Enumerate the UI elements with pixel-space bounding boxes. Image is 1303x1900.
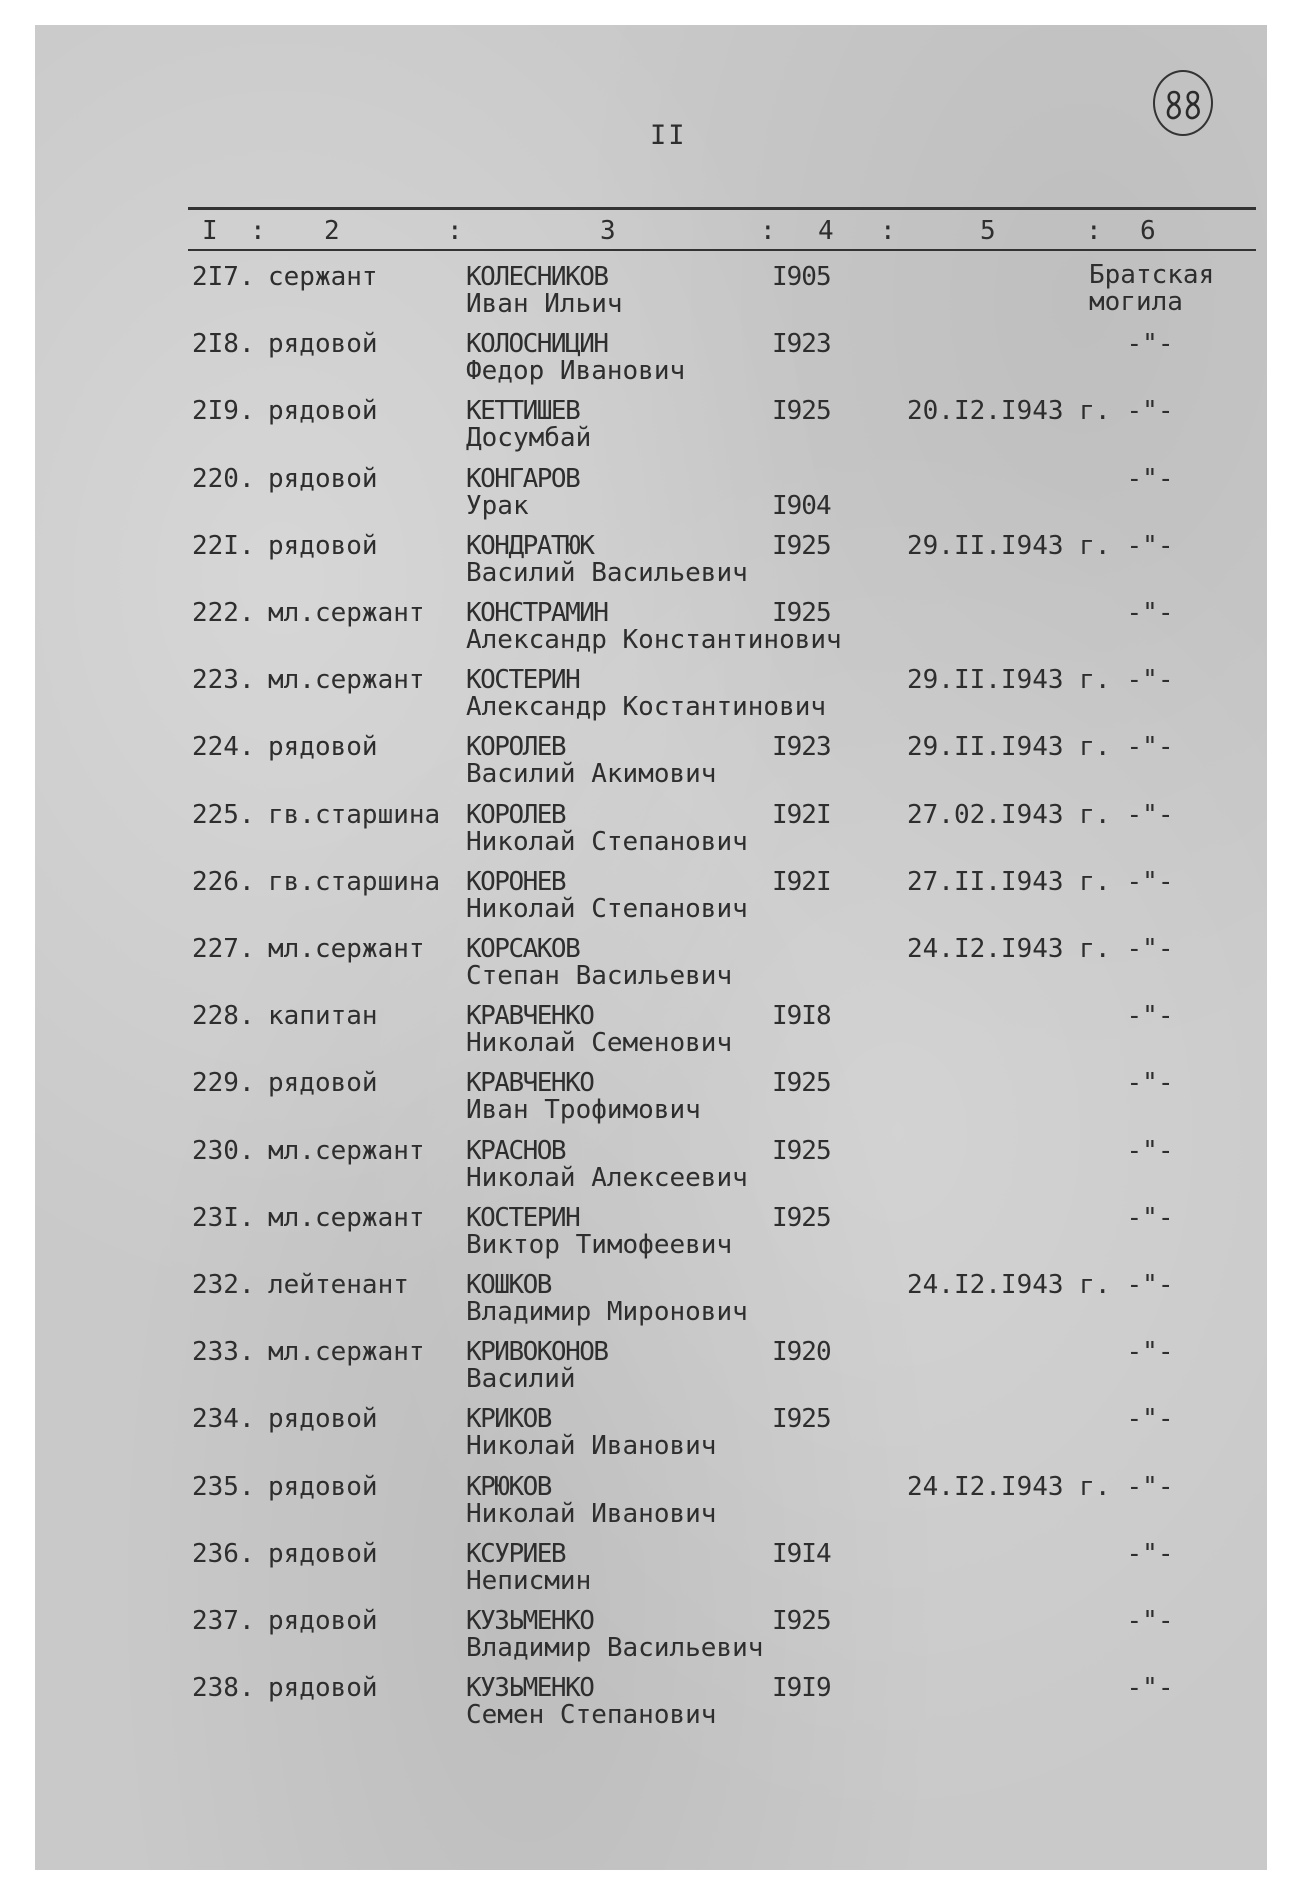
record-number: 220. (192, 463, 255, 494)
record-row (0, 1136, 1303, 1192)
record-burial-note: -"- (1126, 329, 1174, 360)
record-number: 227. (192, 934, 255, 964)
record-burial-note: -"- (1126, 934, 1174, 964)
record-birth-year: I92I (772, 866, 831, 897)
record-row (0, 464, 1303, 520)
record-row (0, 1337, 1303, 1393)
record-number: 23I. (192, 1202, 255, 1233)
record-given-names: Василий Васильевич (466, 557, 748, 588)
record-row (0, 262, 1303, 318)
record-surname: КОНДРАТЮК (466, 530, 594, 561)
record-given-names: Василий (466, 1364, 576, 1395)
record-birth-year: I925 (772, 1068, 831, 1099)
record-surname: КОРСАКОВ (466, 934, 580, 964)
record-row (0, 867, 1303, 923)
record-surname: КОЛОСНИЦИН (466, 329, 608, 360)
column-separator: : (1086, 216, 1102, 246)
record-surname: КРИКОВ (466, 1404, 551, 1435)
record-rank: рядовой (268, 1068, 378, 1099)
record-birth-year: I9I9 (772, 1673, 831, 1704)
record-burial-note: Братская могила (1089, 260, 1215, 317)
record-birth-year: I9I4 (772, 1538, 831, 1569)
record-number: 2I7. (192, 262, 255, 292)
record-birth-year: I923 (772, 732, 831, 763)
record-row (0, 1001, 1303, 1057)
record-surname: КРАВЧЕНКО (466, 1001, 594, 1032)
record-rank: рядовой (268, 1538, 378, 1569)
record-row (0, 934, 1303, 990)
record-given-names: Николай Семенович (466, 1028, 733, 1059)
record-birth-year: I925 (772, 530, 831, 561)
record-burial-note: -"- (1126, 1337, 1174, 1368)
record-death-date: 24.I2.I943 г. (907, 934, 1111, 964)
record-number: 225. (192, 799, 255, 830)
record-rank: мл.сержант (268, 1135, 425, 1166)
record-given-names: Владимир Миронович (466, 1297, 748, 1327)
record-surname: КРАСНОВ (466, 1135, 566, 1166)
record-burial-note: -"- (1126, 1001, 1174, 1032)
record-given-names: Урак (466, 490, 529, 521)
record-surname: КОНСТРАМИН (466, 598, 608, 628)
record-surname: КОРОЛЕВ (466, 799, 566, 830)
record-given-names: Николай Степанович (466, 826, 748, 857)
record-death-date: 20.I2.I943 г. (907, 396, 1111, 427)
record-row (0, 665, 1303, 721)
record-birth-year: I925 (772, 598, 831, 628)
record-given-names: Николай Алексеевич (466, 1162, 748, 1193)
column-number: 3 (600, 216, 616, 246)
record-rank: рядовой (268, 1471, 378, 1502)
record-birth-year: I923 (772, 329, 831, 360)
record-burial-note: -"- (1126, 732, 1174, 763)
table-header-rule (188, 249, 1256, 251)
record-given-names: Владимир Васильевич (466, 1633, 764, 1663)
record-death-date: 29.II.I943 г. (907, 732, 1111, 763)
record-given-names: Неписмин (466, 1565, 592, 1596)
record-row (0, 1203, 1303, 1259)
record-death-date: 27.02.I943 г. (907, 799, 1111, 830)
record-birth-year: I920 (772, 1337, 831, 1368)
record-birth-year: I925 (772, 1135, 831, 1166)
record-row (0, 329, 1303, 385)
record-birth-year: I905 (772, 262, 831, 292)
record-number: 236. (192, 1538, 255, 1569)
record-given-names: Василий Акимович (466, 759, 717, 790)
record-given-names: Досумбай (466, 423, 592, 454)
record-burial-note: -"- (1126, 866, 1174, 897)
table-top-rule (188, 207, 1256, 210)
record-rank: мл.сержант (268, 598, 425, 628)
record-birth-year: I925 (772, 396, 831, 427)
record-surname: КСУРИЕВ (466, 1538, 566, 1569)
record-birth-year: I925 (772, 1606, 831, 1636)
record-number: 222. (192, 598, 255, 628)
record-surname: КЕТТИШЕВ (466, 396, 580, 427)
page-number: II (650, 120, 687, 151)
stamp-number-handwritten (1163, 86, 1207, 126)
record-number: 22I. (192, 530, 255, 561)
record-rank: рядовой (268, 329, 378, 360)
record-surname: КУЗЬМЕНКО (466, 1606, 594, 1636)
record-number: 230. (192, 1135, 255, 1166)
record-surname: КОШКОВ (466, 1270, 551, 1300)
record-number: 228. (192, 1001, 255, 1032)
record-given-names: Николай Степанович (466, 893, 748, 924)
record-surname: КОЛЕСНИКОВ (466, 262, 608, 292)
record-birth-year: I92I (772, 799, 831, 830)
column-number: 2 (324, 216, 340, 246)
column-separator: : (880, 216, 896, 246)
column-number: 5 (980, 216, 996, 246)
column-number: 4 (818, 216, 834, 246)
column-separator: : (447, 216, 463, 246)
record-surname: КОСТЕРИН (466, 665, 580, 696)
record-surname: КОРОНЕВ (466, 866, 566, 897)
record-surname: КОСТЕРИН (466, 1202, 580, 1233)
record-rank: рядовой (268, 1404, 378, 1435)
record-number: 223. (192, 665, 255, 696)
record-birth-year: I925 (772, 1404, 831, 1435)
record-row (0, 1606, 1303, 1662)
record-row (0, 1404, 1303, 1460)
column-number: I (202, 216, 218, 246)
record-number: 234. (192, 1404, 255, 1435)
record-row (0, 1472, 1303, 1528)
record-row (0, 1270, 1303, 1326)
record-burial-note: -"- (1126, 530, 1174, 561)
record-rank: рядовой (268, 463, 378, 494)
record-surname: КРАВЧЕНКО (466, 1068, 594, 1099)
record-row (0, 800, 1303, 856)
record-given-names: Александр Константинович (466, 625, 842, 655)
record-given-names: Степан Васильевич (466, 961, 733, 991)
record-row (0, 531, 1303, 587)
record-row (0, 396, 1303, 452)
record-burial-note: -"- (1126, 463, 1174, 494)
record-surname: КРИВОКОНОВ (466, 1337, 608, 1368)
record-surname: КУЗЬМЕНКО (466, 1673, 594, 1704)
record-number: 233. (192, 1337, 255, 1368)
record-row (0, 1673, 1303, 1729)
record-rank: лейтенант (268, 1270, 409, 1300)
record-death-date: 24.I2.I943 г. (907, 1471, 1111, 1502)
record-birth-year: I925 (772, 1202, 831, 1233)
record-number: 237. (192, 1606, 255, 1636)
record-burial-note: -"- (1126, 1202, 1174, 1233)
record-rank: мл.сержант (268, 934, 425, 964)
record-rank: гв.старшина (268, 866, 441, 897)
record-burial-note: -"- (1126, 1068, 1174, 1099)
record-rank: сержант (268, 262, 378, 292)
record-rank: рядовой (268, 1606, 378, 1636)
record-death-date: 29.II.I943 г. (907, 530, 1111, 561)
record-given-names: Иван Ильич (466, 289, 623, 319)
record-burial-note: -"- (1126, 1135, 1174, 1166)
record-burial-note: -"- (1126, 1270, 1174, 1300)
record-number: 2I8. (192, 329, 255, 360)
record-number: 226. (192, 866, 255, 897)
record-row (0, 1068, 1303, 1124)
record-rank: рядовой (268, 396, 378, 427)
record-row (0, 598, 1303, 654)
record-rank: гв.старшина (268, 799, 441, 830)
record-rank: рядовой (268, 530, 378, 561)
record-number: 232. (192, 1270, 255, 1300)
record-number: 229. (192, 1068, 255, 1099)
record-surname: КРЮКОВ (466, 1471, 551, 1502)
record-rank: капитан (268, 1001, 378, 1032)
record-burial-note: -"- (1126, 396, 1174, 427)
record-row (0, 732, 1303, 788)
record-burial-note: -"- (1126, 1606, 1174, 1636)
record-rank: рядовой (268, 732, 378, 763)
record-given-names: Иван Трофимович (466, 1095, 701, 1126)
record-burial-note: -"- (1126, 1538, 1174, 1569)
record-surname: КОРОЛЕВ (466, 732, 566, 763)
record-rank: мл.сержант (268, 1337, 425, 1368)
record-death-date: 27.II.I943 г. (907, 866, 1111, 897)
record-burial-note: -"- (1126, 799, 1174, 830)
record-burial-note: -"- (1126, 1471, 1174, 1502)
record-death-date: 24.I2.I943 г. (907, 1270, 1111, 1300)
record-burial-note: -"- (1126, 1673, 1174, 1704)
record-number: 2I9. (192, 396, 255, 427)
record-burial-note: -"- (1126, 665, 1174, 696)
record-rank: рядовой (268, 1673, 378, 1704)
record-number: 235. (192, 1471, 255, 1502)
archive-stamp (1153, 70, 1213, 136)
record-surname: КОНГАРОВ (466, 463, 580, 494)
record-number: 224. (192, 732, 255, 763)
record-birth-year: I904 (772, 490, 831, 521)
record-given-names: Николай Иванович (466, 1431, 717, 1462)
record-given-names: Виктор Тимофеевич (466, 1229, 733, 1260)
column-separator: : (760, 216, 776, 246)
column-number: 6 (1140, 216, 1156, 246)
column-separator: : (250, 216, 266, 246)
record-number: 238. (192, 1673, 255, 1704)
record-burial-note: -"- (1126, 598, 1174, 628)
record-rank: мл.сержант (268, 1202, 425, 1233)
record-given-names: Александр Костантинович (466, 692, 827, 723)
record-burial-note: -"- (1126, 1404, 1174, 1435)
record-birth-year: I9I8 (772, 1001, 831, 1032)
record-rank: мл.сержант (268, 665, 425, 696)
record-given-names: Федор Иванович (466, 356, 686, 387)
record-given-names: Семен Степанович (466, 1700, 717, 1731)
record-given-names: Николай Иванович (466, 1498, 717, 1529)
record-death-date: 29.II.I943 г. (907, 665, 1111, 696)
record-row (0, 1539, 1303, 1595)
